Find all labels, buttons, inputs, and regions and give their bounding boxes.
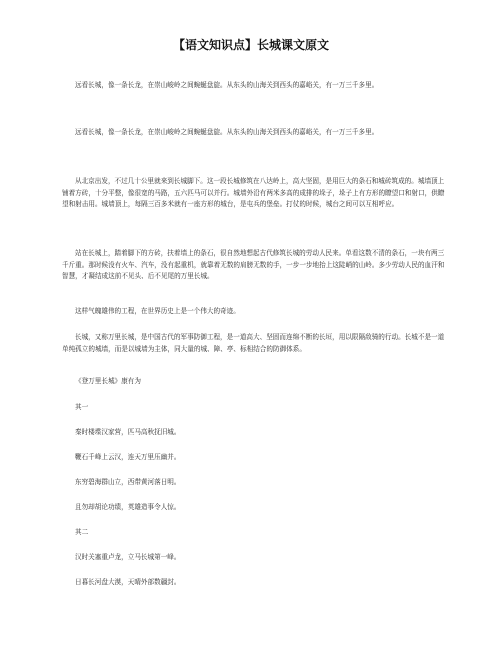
page-title: 【语文知识点】长城课文原文 xyxy=(172,38,329,52)
poem-line: 鞭石千峰上云汉，连天万里压幽并。 xyxy=(75,453,181,461)
poem-line: 秦时楼堞汉家营，匹马高秋抚旧城。 xyxy=(75,428,181,436)
paragraph-definition: 长城，又称万里长城，是中国古代的军事防御工程，是一道高大、坚固而连绵不断的长垣，用以限隔敌骑的行动。长城不是一道单纯孤立的城墙，而是以城墙为主体，同大量的城、障、亭、标相结合的防御体系。 xyxy=(62,333,445,353)
poem-line: 且勿却胡论功绩，英雄造事令人惊。 xyxy=(75,503,181,511)
poem-line: 汉时关塞重卢龙，立马长城第一峰。 xyxy=(75,553,181,561)
paragraph-builders: 站在长城上，踏着脚下的方砖，扶着墙上的条石，很自然地想起古代修筑长城的劳动人民来。单看这数不清的条石，一块有两三千斤重。那时候没有火车、汽车，没有起重机，就靠着无数的肩膀无数的手，一步一步地抬上这陡峭的山岭。多少劳动人民的血汗和智慧，才凝结成这前不见头、后不见尾的万里长城。 xyxy=(62,249,445,280)
paragraph-badaling: 从北京出发，不过几十公里就来到长城脚下。这一段长城修筑在八达岭上，高大坚固，是用巨大的条石和城砖筑成的。城墙顶上铺着方砖，十分平整，像很宽的马路，五六匹马可以并行。城墙外沿有两米多高的成排的垛子，垛子上有方形的瞭望口和射口，供瞭望和射击用。城墙顶上，每隔三百多米就有一座方形的城台，是屯兵的堡垒。打仗的时候，城台之间可以互相呼应。 xyxy=(62,177,445,208)
poem-section-heading: 其一 xyxy=(75,403,89,411)
paragraph-intro-repeat: 远看长城，像一条长龙，在崇山峻岭之间蜿蜒盘旋。从东头的山海关到西头的嘉峪关，有一万三千多里。 xyxy=(75,128,379,136)
poem-line: 日暮长河盘大漠，天晴外部数疆封。 xyxy=(75,578,181,586)
paragraph-intro: 远看长城，像一条长龙，在崇山峻岭之间蜿蜒盘旋。从东头的山海关到西头的嘉峪关，有一万三千多里。 xyxy=(75,81,379,89)
poem-section-heading: 其二 xyxy=(75,528,89,536)
poem-line: 东穷碧海群山立，西带黄河落日明。 xyxy=(75,478,181,486)
poem-title: 《登万里长城》康有为 xyxy=(75,377,141,385)
paragraph-wonder: 这样气魄雄伟的工程，在世界历史上是一个伟大的奇迹。 xyxy=(75,307,240,315)
